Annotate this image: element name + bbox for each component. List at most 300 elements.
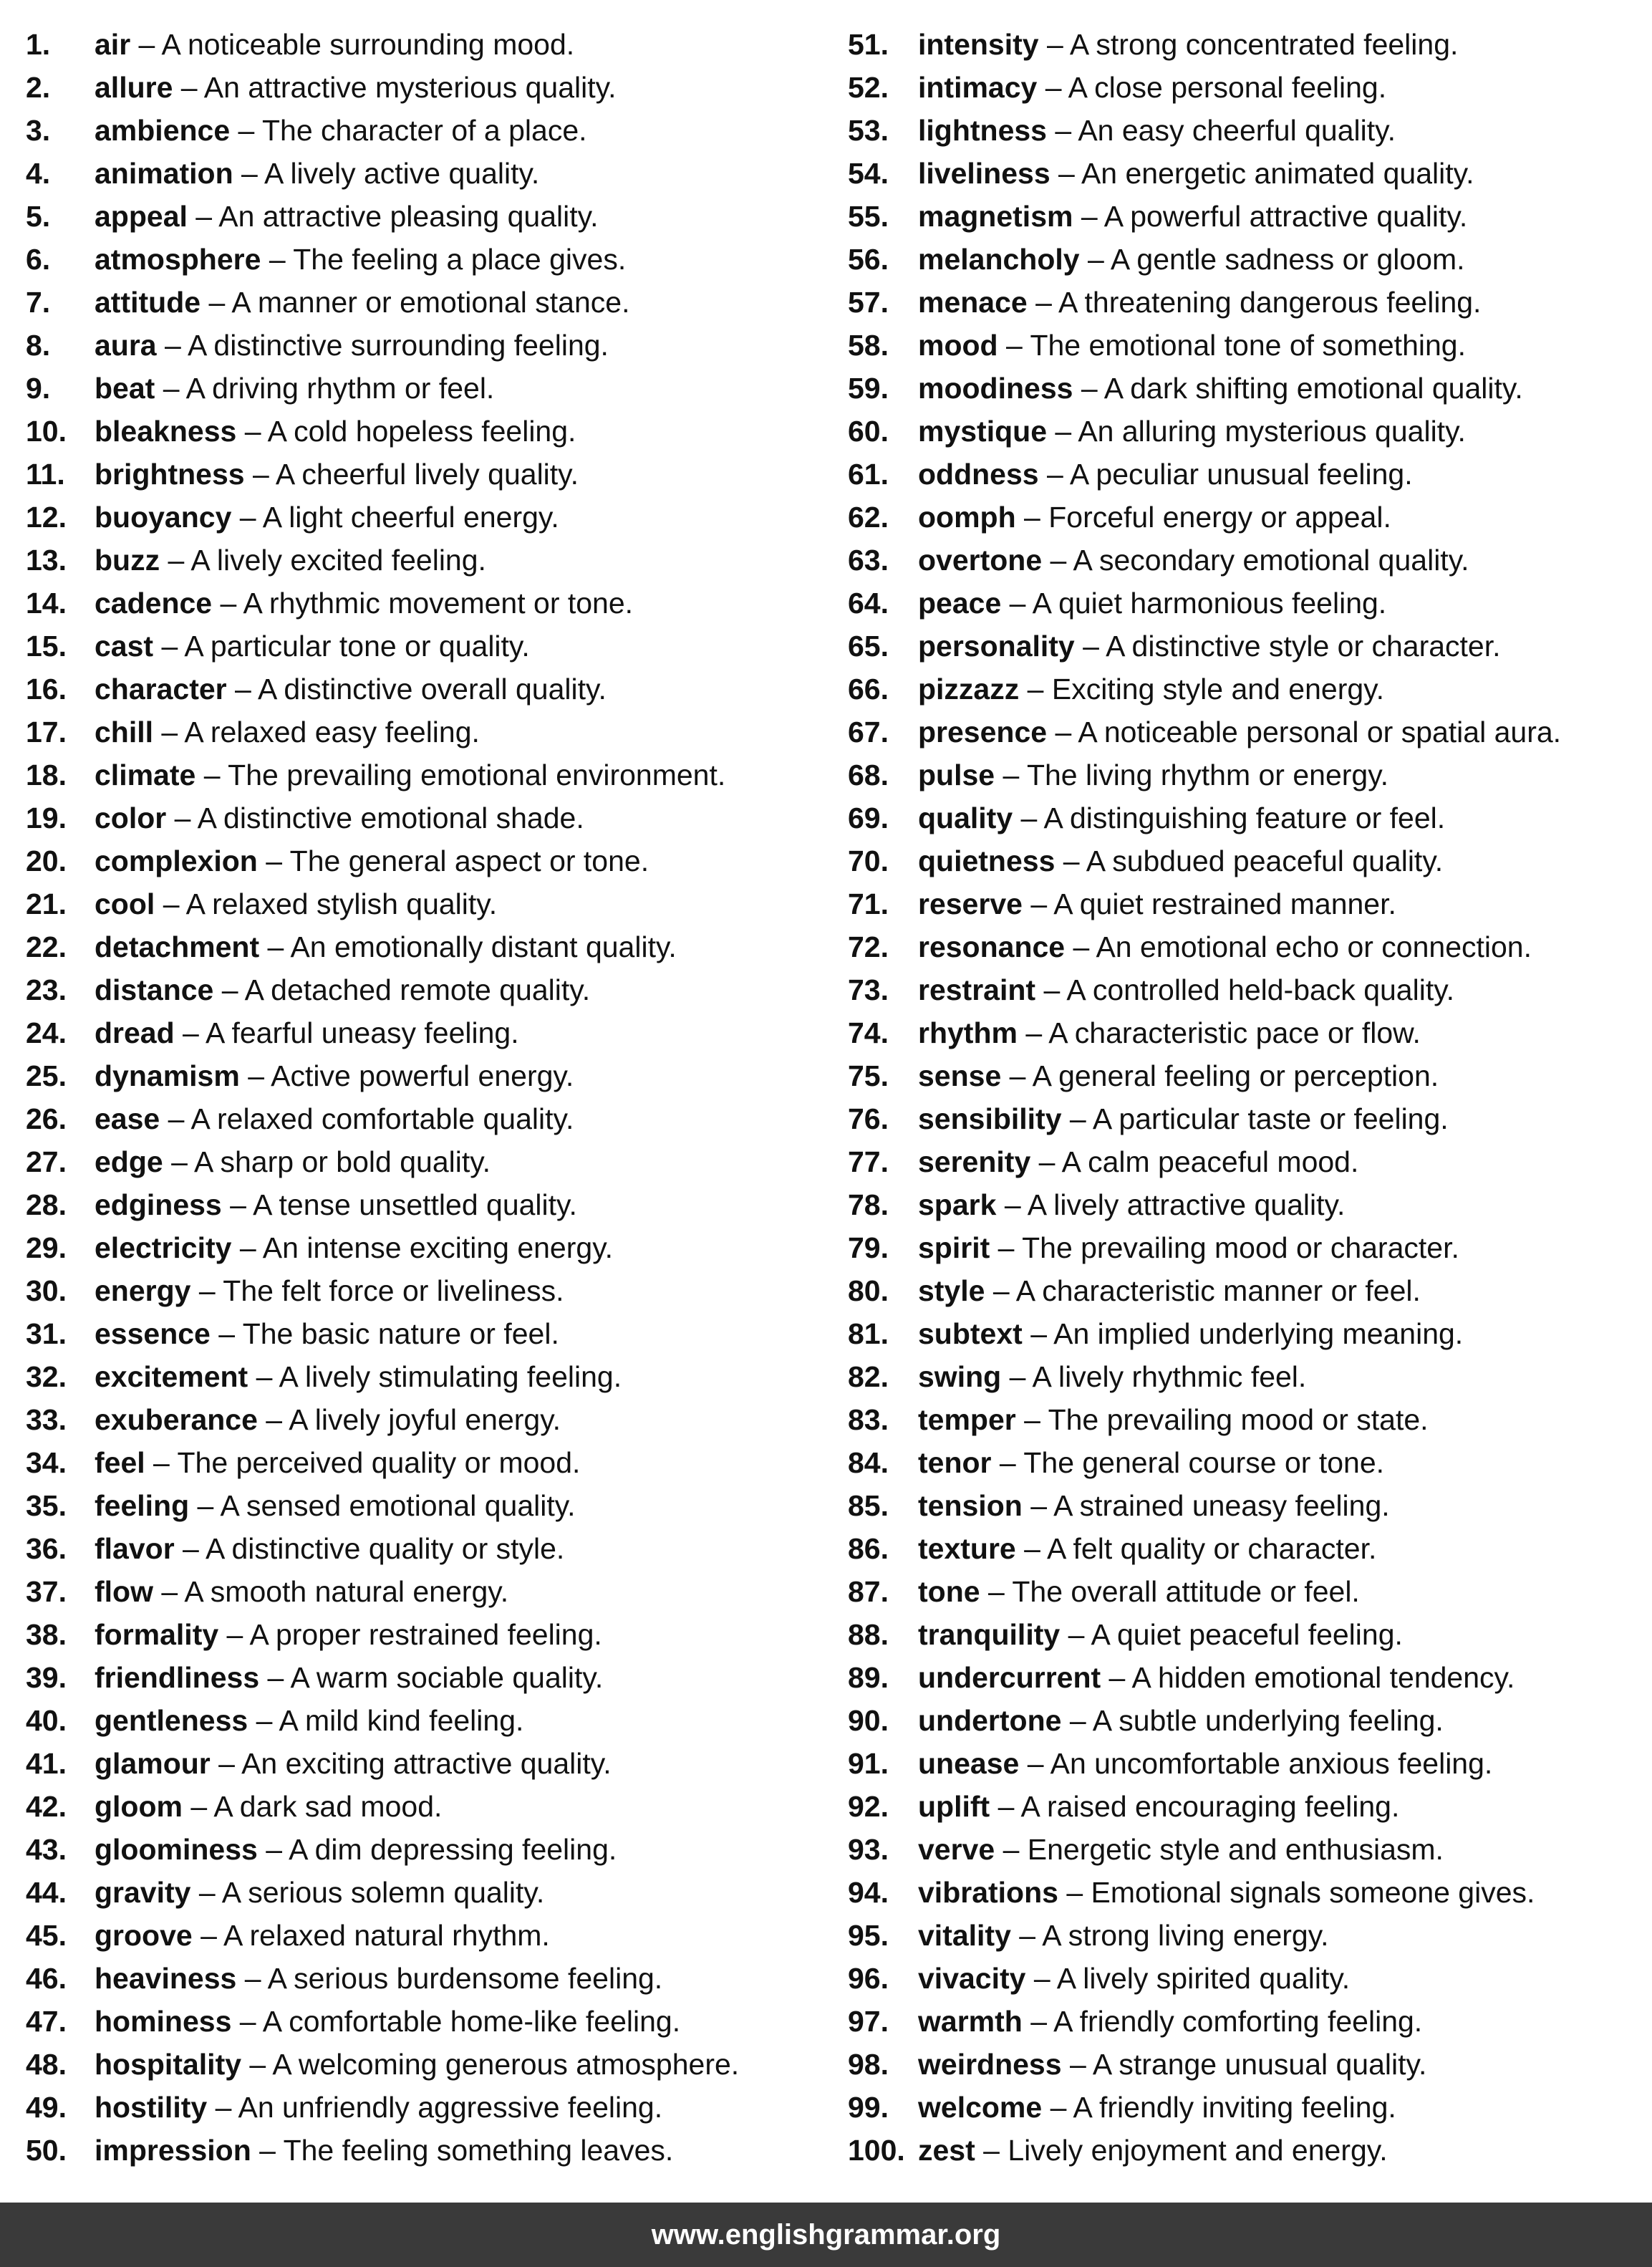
list-item bbox=[848, 370, 1650, 413]
item-separator: – bbox=[192, 1919, 224, 1952]
item-word: pulse bbox=[918, 759, 995, 791]
item-number: 33. bbox=[26, 1403, 67, 1436]
item-definition: A strained uneasy feeling. bbox=[1053, 1489, 1390, 1522]
item-word: appeal bbox=[95, 200, 188, 233]
list-item bbox=[26, 1530, 842, 1573]
item-word: dread bbox=[95, 1016, 175, 1049]
item-word: restraint bbox=[918, 973, 1036, 1006]
item-number: 41. bbox=[26, 1747, 67, 1780]
item-word: character bbox=[95, 673, 227, 706]
item-definition: A detached remote quality. bbox=[244, 973, 591, 1006]
list-item bbox=[848, 1702, 1650, 1745]
item-number: 83. bbox=[848, 1403, 889, 1436]
list-item bbox=[848, 155, 1650, 198]
item-separator: – bbox=[1001, 1360, 1033, 1393]
list-item bbox=[848, 284, 1650, 327]
item-definition: A controlled held-back quality. bbox=[1066, 973, 1455, 1006]
list-item bbox=[26, 327, 842, 370]
item-definition: An intense exciting energy. bbox=[262, 1231, 614, 1264]
list-item bbox=[26, 1659, 842, 1702]
list-item bbox=[848, 69, 1650, 112]
item-definition: A relaxed stylish quality. bbox=[185, 887, 498, 920]
list-item bbox=[848, 1444, 1650, 1487]
item-definition: A subdued peaceful quality. bbox=[1086, 844, 1444, 877]
item-separator: – bbox=[251, 2134, 284, 2167]
item-word: glamour bbox=[95, 1747, 211, 1780]
item-definition: A powerful attractive quality. bbox=[1103, 200, 1468, 233]
item-definition: A peculiar unusual feeling. bbox=[1069, 458, 1413, 491]
item-number: 58. bbox=[848, 329, 889, 362]
list-item bbox=[848, 928, 1650, 971]
list-item bbox=[26, 1100, 842, 1143]
item-definition: A characteristic manner or feel. bbox=[1015, 1274, 1421, 1307]
list-item bbox=[848, 1659, 1650, 1702]
item-definition: A sharp or bold quality. bbox=[194, 1145, 491, 1178]
list-item bbox=[26, 2132, 842, 2175]
item-definition: A proper restrained feeling. bbox=[249, 1618, 602, 1651]
list-item bbox=[26, 584, 842, 627]
item-separator: – bbox=[226, 673, 258, 706]
list-item bbox=[26, 370, 842, 413]
item-number: 69. bbox=[848, 802, 889, 834]
item-number: 47. bbox=[26, 2005, 67, 2038]
item-word: presence bbox=[918, 716, 1048, 749]
item-definition: A friendly comforting feeling. bbox=[1053, 2005, 1423, 2038]
item-word: quietness bbox=[918, 844, 1056, 877]
item-separator: – bbox=[1065, 930, 1096, 963]
item-separator: – bbox=[1046, 114, 1078, 147]
item-word: gloom bbox=[95, 1790, 183, 1823]
item-word: electricity bbox=[95, 1231, 232, 1264]
item-separator: – bbox=[207, 2091, 238, 2124]
item-number: 5. bbox=[26, 200, 51, 233]
item-number: 95. bbox=[848, 1919, 889, 1952]
item-separator: – bbox=[257, 1403, 289, 1436]
item-word: reserve bbox=[918, 887, 1023, 920]
item-definition: The feeling a place gives. bbox=[293, 243, 627, 276]
item-word: hominess bbox=[95, 2005, 232, 2038]
item-word: resonance bbox=[918, 930, 1066, 963]
item-separator: – bbox=[212, 587, 243, 620]
list-item bbox=[26, 456, 842, 499]
item-number: 89. bbox=[848, 1661, 889, 1694]
item-number: 79. bbox=[848, 1231, 889, 1264]
item-definition: A strong living energy. bbox=[1042, 1919, 1329, 1952]
list-item bbox=[26, 799, 842, 842]
item-definition: A calm peaceful mood. bbox=[1061, 1145, 1359, 1178]
item-separator: – bbox=[1101, 1661, 1132, 1694]
item-word: uplift bbox=[918, 1790, 990, 1823]
list-item bbox=[848, 1358, 1650, 1401]
item-word: buoyancy bbox=[95, 501, 232, 534]
list-item bbox=[26, 1143, 842, 1186]
item-word: vivacity bbox=[918, 1962, 1026, 1995]
list-item bbox=[848, 1401, 1650, 1444]
list-item bbox=[26, 1874, 842, 1917]
item-word: attitude bbox=[95, 286, 201, 319]
item-number: 19. bbox=[26, 802, 67, 834]
item-separator: – bbox=[990, 1231, 1023, 1264]
item-word: atmosphere bbox=[95, 243, 261, 276]
item-definition: An uncomfortable anxious feeling. bbox=[1050, 1747, 1493, 1780]
item-separator: – bbox=[233, 157, 264, 190]
item-number: 82. bbox=[848, 1360, 889, 1393]
item-definition: A light cheerful energy. bbox=[262, 501, 559, 534]
item-definition: The perceived quality or mood. bbox=[177, 1446, 581, 1479]
item-separator: – bbox=[261, 243, 294, 276]
item-definition: A serious solemn quality. bbox=[221, 1876, 545, 1909]
list-item bbox=[848, 1014, 1650, 1057]
list-item bbox=[26, 1358, 842, 1401]
item-separator: – bbox=[975, 2134, 1008, 2167]
item-definition: A lively excited feeling. bbox=[190, 544, 486, 577]
item-separator: – bbox=[1022, 1489, 1054, 1522]
item-number: 32. bbox=[26, 1360, 67, 1393]
item-word: chill bbox=[95, 716, 154, 749]
list-item bbox=[848, 1745, 1650, 1788]
list-item bbox=[26, 198, 842, 241]
item-definition: A tense unsettled quality. bbox=[253, 1188, 577, 1221]
item-definition: The prevailing emotional environment. bbox=[228, 759, 726, 791]
item-definition: A comfortable home-like feeling. bbox=[262, 2005, 681, 2038]
item-word: moodiness bbox=[918, 372, 1073, 405]
item-word: edge bbox=[95, 1145, 163, 1178]
item-number: 90. bbox=[848, 1704, 889, 1737]
item-number: 99. bbox=[848, 2091, 889, 2124]
item-number: 66. bbox=[848, 673, 889, 706]
list-item bbox=[848, 2046, 1650, 2089]
item-word: animation bbox=[95, 157, 233, 190]
list-item bbox=[26, 241, 842, 284]
item-definition: A mild kind feeling. bbox=[279, 1704, 524, 1737]
list-item bbox=[848, 713, 1650, 756]
item-definition: A driving rhythm or feel. bbox=[185, 372, 495, 405]
item-definition: The overall attitude or feel. bbox=[1012, 1575, 1360, 1608]
item-definition: A warm sociable quality. bbox=[290, 1661, 604, 1694]
list-item bbox=[848, 971, 1650, 1014]
item-separator: – bbox=[1038, 28, 1070, 61]
item-number: 53. bbox=[848, 114, 889, 147]
item-word: subtext bbox=[918, 1317, 1023, 1350]
item-word: oomph bbox=[918, 501, 1016, 534]
list-item bbox=[26, 1315, 842, 1358]
item-number: 60. bbox=[848, 415, 889, 448]
item-definition: An energetic animated quality. bbox=[1081, 157, 1474, 190]
list-item bbox=[848, 112, 1650, 155]
list-item bbox=[848, 670, 1650, 713]
item-definition: A quiet harmonious feeling. bbox=[1032, 587, 1387, 620]
list-item bbox=[848, 413, 1650, 456]
item-separator: – bbox=[990, 1790, 1021, 1823]
item-separator: – bbox=[1061, 1704, 1093, 1737]
item-definition: A secondary emotional quality. bbox=[1073, 544, 1469, 577]
item-separator: – bbox=[236, 415, 268, 448]
list-item bbox=[848, 1272, 1650, 1315]
item-definition: An emotionally distant quality. bbox=[290, 930, 677, 963]
item-number: 39. bbox=[26, 1661, 67, 1694]
list-item bbox=[26, 713, 842, 756]
item-definition: A gentle sadness or gloom. bbox=[1110, 243, 1465, 276]
item-separator: – bbox=[155, 372, 186, 405]
item-separator: – bbox=[1042, 2091, 1073, 2124]
item-definition: Emotional signals someone gives. bbox=[1091, 1876, 1535, 1909]
list-item bbox=[26, 1057, 842, 1100]
item-word: lightness bbox=[918, 114, 1047, 147]
item-number: 57. bbox=[848, 286, 889, 319]
item-definition: A noticeable personal or spatial aura. bbox=[1078, 716, 1562, 749]
item-definition: The general aspect or tone. bbox=[289, 844, 649, 877]
item-definition: Lively enjoyment and energy. bbox=[1008, 2134, 1388, 2167]
list-item bbox=[26, 1788, 842, 1831]
list-item bbox=[26, 1917, 842, 1960]
item-definition: Exciting style and energy. bbox=[1051, 673, 1384, 706]
item-word: mystique bbox=[918, 415, 1047, 448]
list-item bbox=[26, 1014, 842, 1057]
item-word: unease bbox=[918, 1747, 1020, 1780]
item-separator: – bbox=[239, 1059, 271, 1092]
item-definition: A quiet restrained manner. bbox=[1053, 887, 1396, 920]
item-separator: – bbox=[153, 630, 185, 663]
item-number: 88. bbox=[848, 1618, 889, 1651]
item-number: 8. bbox=[26, 329, 51, 362]
list-item bbox=[26, 1573, 842, 1616]
item-word: tension bbox=[918, 1489, 1023, 1522]
item-word: tone bbox=[918, 1575, 980, 1608]
item-number: 22. bbox=[26, 930, 67, 963]
item-definition: A cold hopeless feeling. bbox=[267, 415, 576, 448]
item-definition: An easy cheerful quality. bbox=[1078, 114, 1396, 147]
item-word: personality bbox=[918, 630, 1075, 663]
item-number: 71. bbox=[848, 887, 889, 920]
item-separator: – bbox=[1019, 1747, 1050, 1780]
item-word: energy bbox=[95, 1274, 191, 1307]
item-number: 74. bbox=[848, 1016, 889, 1049]
footer-bar bbox=[0, 2203, 1652, 2267]
item-word: menace bbox=[918, 286, 1028, 319]
item-word: detachment bbox=[95, 930, 260, 963]
item-separator: – bbox=[1038, 458, 1070, 491]
item-number: 65. bbox=[848, 630, 889, 663]
list-item bbox=[26, 413, 842, 456]
item-word: flavor bbox=[95, 1532, 175, 1565]
item-separator: – bbox=[187, 200, 219, 233]
item-definition: Forceful energy or appeal. bbox=[1048, 501, 1391, 534]
list-item bbox=[26, 1272, 842, 1315]
item-word: sensibility bbox=[918, 1102, 1062, 1135]
list-item bbox=[26, 69, 842, 112]
item-definition: A distinctive emotional shade. bbox=[197, 802, 584, 834]
item-separator: – bbox=[1030, 1145, 1062, 1178]
list-item bbox=[848, 842, 1650, 885]
item-definition: Energetic style and enthusiasm. bbox=[1027, 1833, 1444, 1866]
list-item bbox=[26, 1616, 842, 1659]
item-definition: A felt quality or character. bbox=[1047, 1532, 1377, 1565]
item-word: melancholy bbox=[918, 243, 1080, 276]
item-separator: – bbox=[231, 501, 263, 534]
item-number: 25. bbox=[26, 1059, 67, 1092]
list-item bbox=[26, 1401, 842, 1444]
item-number: 10. bbox=[26, 415, 67, 448]
item-number: 55. bbox=[848, 200, 889, 233]
item-number: 84. bbox=[848, 1446, 889, 1479]
item-word: allure bbox=[95, 71, 173, 104]
list-item bbox=[26, 1831, 842, 1874]
item-separator: – bbox=[160, 544, 191, 577]
item-definition: A threatening dangerous feeling. bbox=[1058, 286, 1482, 319]
item-number: 11. bbox=[26, 458, 65, 491]
list-item bbox=[848, 26, 1650, 69]
item-separator: – bbox=[1022, 887, 1054, 920]
item-number: 35. bbox=[26, 1489, 67, 1522]
item-definition: A manner or emotional stance. bbox=[231, 286, 630, 319]
item-separator: – bbox=[1027, 286, 1059, 319]
item-word: beat bbox=[95, 372, 155, 405]
item-word: serenity bbox=[918, 1145, 1031, 1178]
item-definition: An unfriendly aggressive feeling. bbox=[238, 2091, 663, 2124]
item-word: tranquility bbox=[918, 1618, 1061, 1651]
list-item bbox=[848, 1186, 1650, 1229]
item-word: edginess bbox=[95, 1188, 222, 1221]
item-separator: – bbox=[174, 1016, 206, 1049]
list-item bbox=[26, 1745, 842, 1788]
item-separator: – bbox=[1015, 1532, 1048, 1565]
item-separator: – bbox=[1050, 157, 1081, 190]
item-number: 98. bbox=[848, 2048, 889, 2081]
list-item bbox=[848, 2089, 1650, 2132]
item-definition: A raised encouraging feeling. bbox=[1020, 1790, 1400, 1823]
list-item bbox=[848, 1917, 1650, 1960]
item-definition: A lively stimulating feeling. bbox=[279, 1360, 622, 1393]
list-item bbox=[848, 1143, 1650, 1186]
item-separator: – bbox=[1061, 2048, 1093, 2081]
item-number: 94. bbox=[848, 1876, 889, 1909]
list-item bbox=[848, 1100, 1650, 1143]
item-number: 9. bbox=[26, 372, 51, 405]
item-number: 50. bbox=[26, 2134, 67, 2167]
item-separator: – bbox=[1013, 802, 1044, 834]
item-word: peace bbox=[918, 587, 1002, 620]
item-word: ease bbox=[95, 1102, 160, 1135]
item-word: sense bbox=[918, 1059, 1002, 1092]
item-separator: – bbox=[1061, 1102, 1093, 1135]
item-definition: A general feeling or perception. bbox=[1032, 1059, 1439, 1092]
item-number: 17. bbox=[26, 716, 67, 749]
item-word: weirdness bbox=[918, 2048, 1062, 2081]
item-word: undercurrent bbox=[918, 1661, 1101, 1694]
item-word: vibrations bbox=[918, 1876, 1058, 1909]
item-number: 2. bbox=[26, 71, 51, 104]
list-item bbox=[26, 2003, 842, 2046]
item-separator: – bbox=[1015, 1403, 1048, 1436]
list-item bbox=[848, 1057, 1650, 1100]
item-number: 61. bbox=[848, 458, 889, 491]
item-separator: – bbox=[190, 1876, 222, 1909]
list-item bbox=[26, 2089, 842, 2132]
item-number: 23. bbox=[26, 973, 67, 1006]
item-word: feeling bbox=[95, 1489, 190, 1522]
item-number: 14. bbox=[26, 587, 67, 620]
item-number: 64. bbox=[848, 587, 889, 620]
item-word: essence bbox=[95, 1317, 211, 1350]
item-separator: – bbox=[995, 1833, 1028, 1866]
item-number: 91. bbox=[848, 1747, 889, 1780]
item-definition: A welcoming generous atmosphere. bbox=[272, 2048, 740, 2081]
item-word: vitality bbox=[918, 1919, 1011, 1952]
item-number: 97. bbox=[848, 2005, 889, 2038]
item-number: 45. bbox=[26, 1919, 67, 1952]
item-definition: The feeling something leaves. bbox=[283, 2134, 674, 2167]
list-item bbox=[26, 1702, 842, 1745]
item-number: 43. bbox=[26, 1833, 67, 1866]
item-number: 78. bbox=[848, 1188, 889, 1221]
item-definition: A smooth natural energy. bbox=[184, 1575, 509, 1608]
item-word: groove bbox=[95, 1919, 193, 1952]
list-item bbox=[26, 499, 842, 542]
item-word: cadence bbox=[95, 587, 213, 620]
item-separator: – bbox=[241, 2048, 273, 2081]
item-definition: An emotional echo or connection. bbox=[1096, 930, 1532, 963]
item-separator: – bbox=[257, 844, 290, 877]
item-separator: – bbox=[1010, 1919, 1043, 1952]
item-definition: The basic nature or feel. bbox=[242, 1317, 559, 1350]
list-item bbox=[848, 499, 1650, 542]
item-separator: – bbox=[998, 329, 1030, 362]
item-number: 37. bbox=[26, 1575, 67, 1608]
list-item bbox=[848, 241, 1650, 284]
list-item bbox=[848, 198, 1650, 241]
item-separator: – bbox=[153, 716, 185, 749]
item-word: distance bbox=[95, 973, 214, 1006]
item-separator: – bbox=[231, 1231, 263, 1264]
list-item bbox=[848, 1229, 1650, 1272]
list-item bbox=[26, 928, 842, 971]
item-separator: – bbox=[218, 1618, 250, 1651]
item-number: 80. bbox=[848, 1274, 889, 1307]
item-word: hospitality bbox=[95, 2048, 242, 2081]
item-number: 51. bbox=[848, 28, 889, 61]
item-word: quality bbox=[918, 802, 1013, 834]
list-item bbox=[26, 1960, 842, 2003]
item-number: 96. bbox=[848, 1962, 889, 1995]
item-separator: – bbox=[1060, 1618, 1091, 1651]
list-item bbox=[26, 112, 842, 155]
item-word: color bbox=[95, 802, 167, 834]
item-number: 28. bbox=[26, 1188, 67, 1221]
item-separator: – bbox=[153, 1575, 185, 1608]
item-word: intimacy bbox=[918, 71, 1038, 104]
item-separator: – bbox=[213, 973, 245, 1006]
item-definition: A characteristic pace or flow. bbox=[1048, 1016, 1421, 1049]
word-list bbox=[0, 26, 1652, 2167]
list-item bbox=[848, 1573, 1650, 1616]
item-word: swing bbox=[918, 1360, 1002, 1393]
item-separator: – bbox=[1058, 1876, 1091, 1909]
item-number: 86. bbox=[848, 1532, 889, 1565]
item-number: 73. bbox=[848, 973, 889, 1006]
item-number: 24. bbox=[26, 1016, 67, 1049]
item-word: rhythm bbox=[918, 1016, 1018, 1049]
item-separator: – bbox=[257, 1833, 289, 1866]
item-separator: – bbox=[1074, 630, 1106, 663]
item-number: 40. bbox=[26, 1704, 67, 1737]
item-separator: – bbox=[189, 1489, 221, 1522]
item-word: exuberance bbox=[95, 1403, 258, 1436]
list-item bbox=[26, 26, 842, 69]
item-definition: An implied underlying meaning. bbox=[1053, 1317, 1464, 1350]
item-number: 34. bbox=[26, 1446, 67, 1479]
footer-url: www.englishgrammar.org bbox=[651, 2219, 1001, 2251]
item-definition: An alluring mysterious quality. bbox=[1078, 415, 1466, 448]
